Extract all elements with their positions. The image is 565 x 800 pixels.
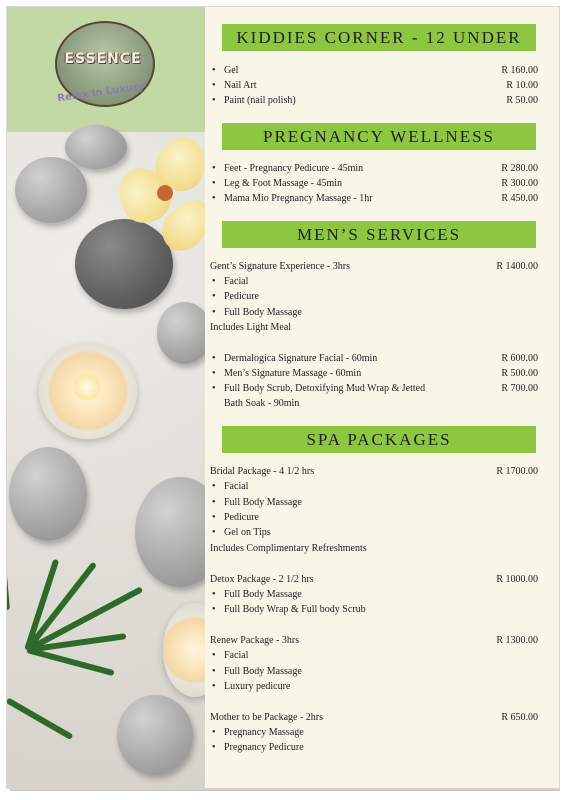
item-label: Feet - Pregnancy Pedicure - 45min [224, 163, 364, 174]
item-price: R 1700.00 [496, 466, 538, 477]
item-price: R 1300.00 [496, 635, 538, 646]
item-price: R 700.00 [501, 383, 538, 394]
stone-image [157, 302, 205, 364]
item-label: Leg & Foot Massage - 45min [224, 178, 343, 189]
bullet-icon: • [212, 163, 216, 174]
item-label: Includes Light Meal [210, 322, 292, 333]
stone-image [9, 447, 87, 541]
stone-image [15, 157, 87, 223]
item-label: Full Body Massage [224, 666, 302, 677]
bullet-icon: • [212, 353, 216, 364]
section-heading: PREGNANCY WELLNESS [222, 123, 536, 150]
item-label: Facial [224, 481, 249, 492]
bullet-icon: • [212, 65, 216, 76]
item-price: R 1000.00 [496, 574, 538, 585]
menu-page [6, 6, 560, 789]
stone-image [117, 695, 193, 775]
item-price: R 50.00 [506, 95, 538, 106]
bullet-icon: • [212, 276, 216, 287]
item-label: Dermalogica Signature Facial - 60min [224, 353, 378, 364]
item-label: Nail Art [224, 80, 257, 91]
item-label: Paint (nail polish) [224, 95, 296, 106]
item-label: Full Body Massage [224, 307, 302, 318]
item-label: Luxury pedicure [224, 681, 291, 692]
bullet-icon: • [212, 383, 216, 394]
bullet-icon: • [212, 727, 216, 738]
item-price: R 160.00 [501, 65, 538, 76]
item-label: Gel [224, 65, 239, 76]
bullet-icon: • [212, 178, 216, 189]
item-label: Full Body Scrub, Detoxifying Mud Wrap & Jetted [224, 383, 426, 394]
item-price: R 10.00 [506, 80, 538, 91]
candle-flame [73, 373, 101, 401]
logo-tagline: Relax In Luxury [56, 81, 145, 105]
bullet-icon: • [212, 95, 216, 106]
bullet-icon: • [212, 666, 216, 677]
bullet-icon: • [212, 291, 216, 302]
menu-content [210, 7, 540, 788]
item-label: Facial [224, 650, 249, 661]
bullet-icon: • [212, 512, 216, 523]
item-label: Pregnancy Massage [224, 727, 304, 738]
item-label: Bridal Package - 4 1/2 hrs [210, 466, 315, 477]
item-price: R 450.00 [501, 193, 538, 204]
bullet-icon: • [212, 481, 216, 492]
decorative-spa-photo [7, 7, 205, 788]
bullet-icon: • [212, 681, 216, 692]
bullet-icon: • [212, 527, 216, 538]
item-label: Gent’s Signature Experience - 3hrs [210, 261, 350, 272]
item-label: Mama Mio Pregnancy Massage - 1hr [224, 193, 373, 204]
item-label: Men’s Signature Massage - 60min [224, 368, 362, 379]
item-label: Gel on Tips [224, 527, 271, 538]
item-label: Full Body Massage [224, 589, 302, 600]
orchid-center [157, 185, 173, 201]
section-heading: SPA PACKAGES [222, 426, 536, 453]
section-heading: KIDDIES CORNER - 12 UNDER [222, 24, 536, 51]
stone-image [65, 125, 127, 169]
item-price: R 500.00 [501, 368, 538, 379]
bullet-icon: • [212, 589, 216, 600]
bullet-icon: • [212, 80, 216, 91]
item-price: R 280.00 [501, 163, 538, 174]
bullet-icon: • [212, 650, 216, 661]
bullet-icon: • [212, 307, 216, 318]
item-price: R 600.00 [501, 353, 538, 364]
item-label: Pedicure [224, 512, 259, 523]
item-label: Mother to be Package - 2hrs [210, 712, 324, 723]
item-price: R 300.00 [501, 178, 538, 189]
logo-wordmark: ESSENCE [64, 51, 142, 67]
item-label: Facial [224, 276, 249, 287]
item-price: R 1400.00 [496, 261, 538, 272]
item-label: Full Body Massage [224, 497, 302, 508]
bullet-icon: • [212, 497, 216, 508]
bullet-icon: • [212, 193, 216, 204]
item-label: Pregnancy Pedicure [224, 742, 304, 753]
item-label: Pedicure [224, 291, 259, 302]
section-heading: MEN’S SERVICES [222, 221, 536, 248]
item-label: Renew Package - 3hrs [210, 635, 300, 646]
item-label: Full Body Wrap & Full body Scrub [224, 604, 366, 615]
bullet-icon: • [212, 742, 216, 753]
bullet-icon: • [212, 604, 216, 615]
bullet-icon: • [212, 368, 216, 379]
item-label: Includes Complimentary Refreshments [210, 543, 367, 554]
item-label: Detox Package - 2 1/2 hrs [210, 574, 314, 585]
item-label-continued: Bath Soak - 90min [224, 398, 300, 409]
dark-stone-image [75, 219, 173, 309]
item-price: R 650.00 [501, 712, 538, 723]
